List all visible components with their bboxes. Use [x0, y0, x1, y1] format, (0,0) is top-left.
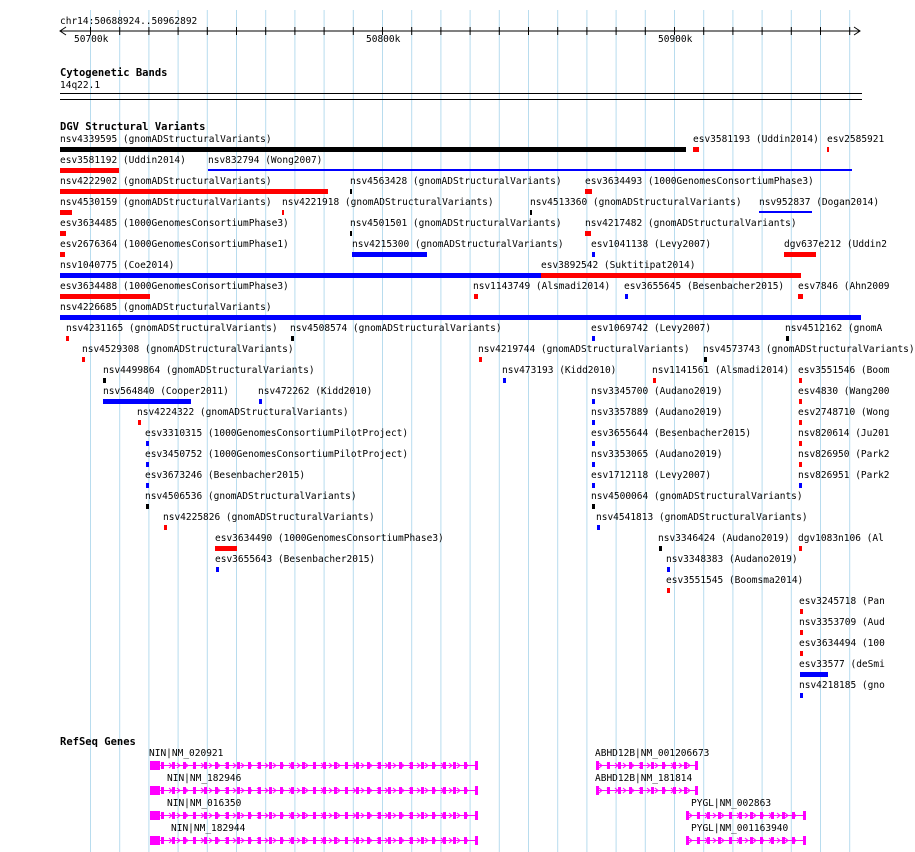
gene-exon — [629, 787, 632, 794]
gene-exon — [695, 761, 698, 770]
gene-exon — [323, 812, 326, 819]
dgv-feature-label[interactable]: nsv4339595 (gnomADStructuralVariants) — [60, 134, 272, 145]
gene-exon — [739, 812, 742, 819]
dgv-feature-label[interactable]: nsv4512162 (gnomA — [785, 323, 883, 334]
gene-exon — [291, 812, 294, 819]
gene-exon — [596, 761, 599, 770]
gene-exon — [258, 812, 261, 819]
gene-exon — [729, 812, 732, 819]
refseq-gene-label[interactable]: NIN|NM_182944 — [171, 823, 246, 834]
tick-label: 50900k — [658, 34, 693, 45]
dgv-feature-label[interactable]: nsv4222902 (gnomADStructuralVariants) — [60, 176, 272, 187]
gene-exon — [662, 762, 665, 769]
gene-exon — [313, 837, 316, 844]
gene-exon — [464, 837, 467, 844]
gene-exon — [183, 762, 186, 769]
dgv-feature-label[interactable]: esv3634493 (1000GenomesConsortiumPhase3) — [585, 176, 814, 187]
dgv-feature-label[interactable]: nsv4499864 (gnomADStructuralVariants) — [103, 365, 315, 376]
gene-exon — [226, 837, 229, 844]
gene-exon — [475, 811, 478, 820]
dgv-feature-label[interactable]: esv3892542 (Suktitipat2014) — [541, 260, 696, 271]
gene-exon — [356, 787, 359, 794]
dgv-feature-label[interactable]: nsv473193 (Kidd2010) — [502, 365, 617, 376]
gene-exon — [651, 762, 654, 769]
gene-exon — [388, 762, 391, 769]
gene-exon — [410, 762, 413, 769]
gene-exon — [651, 787, 654, 794]
dgv-feature-label[interactable]: nsv832794 (Wong2007) — [208, 155, 323, 166]
dgv-feature-label[interactable]: nsv952837 (Dogan2014) — [759, 197, 880, 208]
gene-model[interactable] — [150, 761, 478, 770]
gene-exon — [673, 762, 676, 769]
gene-exon — [475, 786, 478, 795]
gene-model[interactable] — [150, 786, 478, 795]
gene-exon — [269, 787, 272, 794]
gene-model[interactable] — [150, 811, 478, 820]
gene-exon — [399, 762, 402, 769]
gene-exon — [739, 837, 742, 844]
dgv-feature-label[interactable]: nsv820614 (Ju201 — [798, 428, 890, 439]
gene-exon — [607, 762, 610, 769]
dgv-feature-label[interactable]: nsv4224322 (gnomADStructuralVariants) — [137, 407, 349, 418]
dgv-feature-label[interactable]: nsv4508574 (gnomADStructuralVariants) — [290, 323, 502, 334]
gene-exon — [695, 786, 698, 795]
gene-exon — [421, 787, 424, 794]
gene-exon — [204, 762, 207, 769]
gene-exon — [367, 812, 370, 819]
dgv-feature-label[interactable]: esv3634485 (1000GenomesConsortiumPhase3) — [60, 218, 289, 229]
gene-exon — [280, 812, 283, 819]
dgv-feature-label[interactable]: nsv4530159 (gnomADStructuralVariants) — [60, 197, 272, 208]
gene-exon — [443, 787, 446, 794]
gene-exon — [686, 836, 689, 845]
gene-exon — [313, 762, 316, 769]
dgv-feature-label[interactable]: esv3581192 (Uddin2014) — [60, 155, 186, 166]
gene-exon — [237, 837, 240, 844]
gene-exon — [760, 812, 763, 819]
gene-exon — [388, 787, 391, 794]
gene-exon — [410, 787, 413, 794]
gene-exon — [464, 762, 467, 769]
dgv-feature-label[interactable]: nsv4541813 (gnomADStructuralVariants) — [596, 512, 808, 523]
gene-exon — [345, 762, 348, 769]
gene-exon — [302, 812, 305, 819]
dgv-feature-label[interactable]: nsv4225826 (gnomADStructuralVariants) — [163, 512, 375, 523]
gene-exon — [356, 812, 359, 819]
gene-exon — [237, 762, 240, 769]
gene-exon — [323, 837, 326, 844]
gene-exon — [323, 762, 326, 769]
gene-exon — [313, 787, 316, 794]
gene-exon — [334, 837, 337, 844]
dgv-feature-label[interactable]: nsv4231165 (gnomADStructuralVariants) — [66, 323, 278, 334]
dgv-feature-label[interactable]: esv3551546 (Boom — [798, 365, 890, 376]
gene-exon — [432, 762, 435, 769]
gene-exon — [161, 812, 164, 819]
gene-exon — [161, 787, 164, 794]
gene-exon — [150, 761, 160, 770]
gene-exon — [334, 762, 337, 769]
dgv-feature-label[interactable]: nsv4226685 (gnomADStructuralVariants) — [60, 302, 272, 313]
gene-exon — [193, 787, 196, 794]
gene-exon — [204, 837, 207, 844]
gene-exon — [475, 761, 478, 770]
refseq-gene-label[interactable]: NIN|NM_016350 — [167, 798, 242, 809]
gene-exon — [215, 787, 218, 794]
location-label: chr14:50688924..50962892 — [60, 16, 198, 27]
gene-exon — [204, 812, 207, 819]
gene-exon — [345, 812, 348, 819]
gene-exon — [248, 837, 251, 844]
gene-exon — [269, 762, 272, 769]
dgv-feature-label[interactable]: nsv4529308 (gnomADStructuralVariants) — [82, 344, 294, 355]
gene-exon — [150, 836, 160, 845]
gene-exon — [367, 762, 370, 769]
gene-exon — [378, 812, 381, 819]
gene-exon — [161, 837, 164, 844]
gene-exon — [313, 812, 316, 819]
gene-exon — [302, 762, 305, 769]
gene-exon — [607, 787, 610, 794]
gene-exon — [410, 837, 413, 844]
dgv-feature-label[interactable]: esv3655643 (Besenbacher2015) — [215, 554, 376, 565]
gene-exon — [453, 837, 456, 844]
dgv-feature-label[interactable]: nsv3353709 (Aud — [799, 617, 885, 628]
gene-exon — [792, 812, 795, 819]
gene-exon — [302, 837, 305, 844]
dgv-feature-label[interactable]: nsv4573743 (gnomADStructuralVariants) — [703, 344, 915, 355]
gene-exon — [269, 837, 272, 844]
gene-exon — [215, 837, 218, 844]
dgv-feature-label[interactable]: nsv1040775 (Coe2014) — [60, 260, 175, 271]
dgv-feature-label[interactable]: nsv3357889 (Audano2019) — [591, 407, 723, 418]
dgv-feature-label[interactable]: nsv826950 (Park2 — [798, 449, 890, 460]
dgv-feature-label[interactable]: nsv4218185 (gno — [799, 680, 885, 691]
gene-exon — [215, 762, 218, 769]
gene-exon — [226, 812, 229, 819]
gene-exon — [760, 837, 763, 844]
track-title-dgv: DGV Structural Variants — [60, 121, 206, 133]
gene-exon — [226, 787, 229, 794]
dgv-feature-label[interactable]: esv7846 (Ahn2009 — [798, 281, 890, 292]
gene-exon — [792, 837, 795, 844]
gene-exon — [183, 812, 186, 819]
dgv-feature-label[interactable]: esv2748710 (Wong — [798, 407, 890, 418]
gene-model[interactable] — [596, 761, 698, 770]
track-title-refseq: RefSeq Genes — [60, 736, 136, 748]
tick-label: 50700k — [74, 34, 109, 45]
refseq-gene-label[interactable]: PYGL|NM_002863 — [691, 798, 772, 809]
gene-exon — [237, 812, 240, 819]
dgv-feature-label[interactable]: nsv4215300 (gnomADStructuralVariants) — [352, 239, 564, 250]
gene-exon — [453, 787, 456, 794]
dgv-feature-label[interactable]: esv2585921 — [827, 134, 885, 145]
refseq-gene-label[interactable]: NIN|NM_020921 — [149, 748, 224, 759]
gene-exon — [388, 812, 391, 819]
dgv-feature-label[interactable]: esv1712118 (Levy2007) — [591, 470, 712, 481]
dgv-feature-label[interactable]: esv3245718 (Pan — [799, 596, 885, 607]
gene-exon — [771, 837, 774, 844]
gene-exon — [464, 812, 467, 819]
gene-exon — [291, 787, 294, 794]
gene-exon — [172, 837, 175, 844]
dgv-feature-label[interactable]: esv33577 (deSmi — [799, 659, 885, 670]
gene-exon — [410, 812, 413, 819]
dgv-feature-label[interactable]: nsv4219744 (gnomADStructuralVariants) — [478, 344, 690, 355]
dgv-feature-label[interactable]: nsv3346424 (Audano2019) — [658, 533, 790, 544]
gene-model[interactable] — [150, 836, 478, 845]
gene-exon — [803, 836, 806, 845]
dgv-feature-label[interactable]: nsv1143749 (Alsmadi2014) — [473, 281, 611, 292]
gene-exon — [475, 836, 478, 845]
gene-exon — [443, 762, 446, 769]
dgv-feature-label[interactable]: nsv4563428 (gnomADStructuralVariants) — [350, 176, 562, 187]
dgv-feature-label[interactable]: esv4830 (Wang200 — [798, 386, 890, 397]
dgv-feature-label[interactable]: nsv564840 (Cooper2011) — [103, 386, 229, 397]
dgv-feature-label[interactable]: nsv1141561 (Alsmadi2014) — [652, 365, 790, 376]
gene-exon — [258, 837, 261, 844]
gene-exon — [453, 762, 456, 769]
dgv-feature-label[interactable]: esv1041138 (Levy2007) — [591, 239, 712, 250]
gene-exon — [718, 812, 721, 819]
dgv-feature-label[interactable]: esv3655644 (Besenbacher2015) — [591, 428, 752, 439]
gene-exon — [697, 837, 700, 844]
dgv-feature-label[interactable]: esv3634490 (1000GenomesConsortiumPhase3) — [215, 533, 444, 544]
gene-exon — [378, 787, 381, 794]
refseq-gene-label[interactable]: ABHD12B|NM_181814 — [595, 773, 693, 784]
gene-exon — [729, 837, 732, 844]
gene-exon — [378, 837, 381, 844]
gene-exon — [750, 837, 753, 844]
gene-exon — [707, 812, 710, 819]
gene-exon — [618, 787, 621, 794]
dgv-feature-label[interactable]: nsv3353065 (Audano2019) — [591, 449, 723, 460]
gene-exon — [697, 812, 700, 819]
gene-exon — [172, 812, 175, 819]
gene-exon — [183, 837, 186, 844]
tick-label: 50800k — [366, 34, 401, 45]
gene-exon — [453, 812, 456, 819]
dgv-feature-label[interactable]: esv2676364 (1000GenomesConsortiumPhase1) — [60, 239, 289, 250]
gene-exon — [280, 762, 283, 769]
gene-exon — [686, 811, 689, 820]
gene-exon — [432, 837, 435, 844]
gene-exon — [172, 762, 175, 769]
gene-exon — [258, 787, 261, 794]
gene-exon — [172, 787, 175, 794]
dgv-feature-label[interactable]: esv3634494 (100 — [799, 638, 885, 649]
gene-exon — [750, 812, 753, 819]
gene-exon — [421, 762, 424, 769]
gene-exon — [248, 812, 251, 819]
dgv-feature-label[interactable]: nsv4500064 (gnomADStructuralVariants) — [591, 491, 803, 502]
gene-exon — [432, 787, 435, 794]
dgv-feature-label[interactable]: dgv1083n106 (Al — [798, 533, 884, 544]
gene-exon — [150, 786, 160, 795]
gene-exon — [248, 787, 251, 794]
gene-model[interactable] — [686, 836, 806, 845]
gene-exon — [367, 787, 370, 794]
gene-exon — [640, 762, 643, 769]
gene-exon — [443, 837, 446, 844]
gene-exon — [334, 812, 337, 819]
gene-exon — [464, 787, 467, 794]
gene-exon — [399, 812, 402, 819]
gene-exon — [280, 837, 283, 844]
gene-exon — [280, 787, 283, 794]
dgv-feature-label[interactable]: nsv472262 (Kidd2010) — [258, 386, 373, 397]
gene-exon — [334, 787, 337, 794]
gene-exon — [432, 812, 435, 819]
gene-exon — [183, 787, 186, 794]
gene-exon — [421, 837, 424, 844]
dgv-feature-label[interactable]: esv3634488 (1000GenomesConsortiumPhase3) — [60, 281, 289, 292]
gene-exon — [673, 787, 676, 794]
gene-exon — [356, 762, 359, 769]
dgv-feature-label[interactable]: esv3673246 (Besenbacher2015) — [145, 470, 306, 481]
dgv-feature-label[interactable]: nsv4221918 (gnomADStructuralVariants) — [282, 197, 494, 208]
gene-exon — [302, 787, 305, 794]
gene-exon — [684, 787, 687, 794]
dgv-feature-label[interactable]: esv3655645 (Besenbacher2015) — [624, 281, 785, 292]
gene-exon — [258, 762, 261, 769]
dgv-feature-label[interactable]: esv3450752 (1000GenomesConsortiumPilotProject) — [145, 449, 409, 460]
gene-exon — [367, 837, 370, 844]
gene-exon — [269, 812, 272, 819]
dgv-feature-label[interactable]: esv1069742 (Levy2007) — [591, 323, 712, 334]
dgv-feature-label[interactable]: esv3310315 (1000GenomesConsortiumPilotProject) — [145, 428, 409, 439]
gene-exon — [345, 837, 348, 844]
gene-exon — [248, 762, 251, 769]
gene-exon — [421, 812, 424, 819]
dgv-feature-label[interactable]: nsv4513360 (gnomADStructuralVariants) — [530, 197, 742, 208]
refseq-gene-label[interactable]: PYGL|NM_001163940 — [691, 823, 789, 834]
dgv-feature-label[interactable]: esv3551545 (Boomsma2014) — [666, 575, 804, 586]
gene-exon — [204, 787, 207, 794]
gene-exon — [640, 787, 643, 794]
gene-exon — [161, 762, 164, 769]
gene-exon — [399, 787, 402, 794]
gene-exon — [707, 837, 710, 844]
gene-exon — [215, 812, 218, 819]
track-title-cytoband: Cytogenetic Bands — [60, 67, 168, 79]
gene-exon — [718, 837, 721, 844]
dgv-feature-label[interactable]: nsv4506536 (gnomADStructuralVariants) — [145, 491, 357, 502]
gene-exon — [443, 812, 446, 819]
gene-exon — [782, 812, 785, 819]
dgv-feature-label[interactable]: dgv637e212 (Uddin2 — [784, 239, 887, 250]
gene-exon — [771, 812, 774, 819]
gene-exon — [193, 812, 196, 819]
gene-exon — [226, 762, 229, 769]
gene-exon — [399, 837, 402, 844]
gene-exon — [323, 787, 326, 794]
gene-exon — [378, 762, 381, 769]
gene-exon — [629, 762, 632, 769]
gene-exon — [618, 762, 621, 769]
refseq-gene-label[interactable]: ABHD12B|NM_001206673 — [595, 748, 710, 759]
gene-exon — [237, 787, 240, 794]
refseq-gene-label[interactable]: NIN|NM_182946 — [167, 773, 242, 784]
gene-exon — [596, 786, 599, 795]
dgv-feature-label[interactable]: nsv3348383 (Audano2019) — [666, 554, 798, 565]
gene-exon — [193, 837, 196, 844]
gene-exon — [782, 837, 785, 844]
gene-exon — [193, 762, 196, 769]
gene-exon — [662, 787, 665, 794]
gene-exon — [150, 811, 160, 820]
cytoband-label: 14q22.1 — [60, 80, 101, 91]
gene-exon — [356, 837, 359, 844]
dgv-feature-label[interactable]: nsv4501501 (gnomADStructuralVariants) — [350, 218, 562, 229]
gene-exon — [803, 811, 806, 820]
dgv-feature-label[interactable]: nsv3345700 (Audano2019) — [591, 386, 723, 397]
gene-exon — [291, 762, 294, 769]
dgv-feature-label[interactable]: esv3581193 (Uddin2014) — [693, 134, 819, 145]
gene-exon — [291, 837, 294, 844]
gene-model[interactable] — [596, 786, 698, 795]
gene-exon — [684, 762, 687, 769]
gene-model[interactable] — [686, 811, 806, 820]
dgv-feature-label[interactable]: nsv826951 (Park2 — [798, 470, 890, 481]
gene-exon — [388, 837, 391, 844]
dgv-feature-label[interactable]: nsv4217482 (gnomADStructuralVariants) — [585, 218, 797, 229]
gene-exon — [345, 787, 348, 794]
